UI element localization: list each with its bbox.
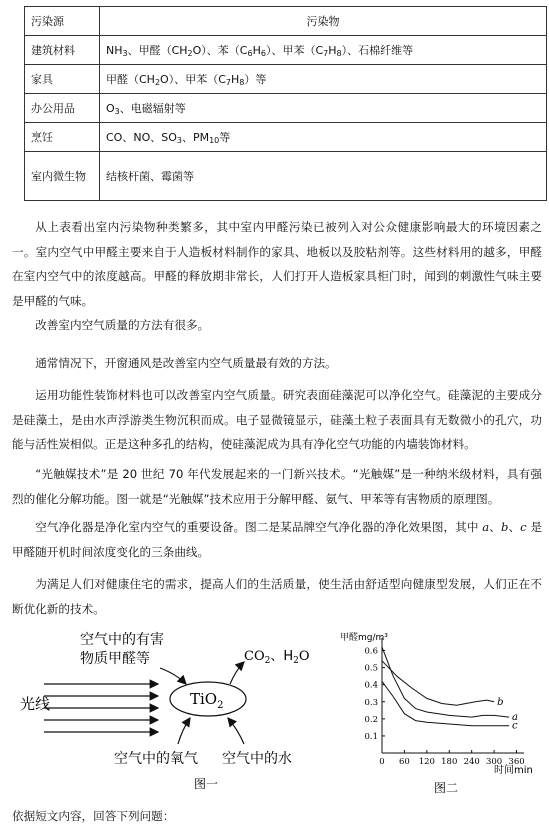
- arrow-harmful-in: [160, 668, 186, 684]
- series-label-c: c: [512, 720, 518, 732]
- y-tick-label: 0.1: [364, 731, 378, 742]
- arrow-water-in: [228, 718, 244, 744]
- table-row: [25, 152, 547, 201]
- y-tick-label: 0.6: [364, 646, 378, 657]
- table-cell-pollutant: $O_3$、电磁辐射等: [100, 94, 547, 123]
- paragraph-formaldehyde-intro: 从上表看出室内污染物种类繁多，其中室内甲醛污染已被列入对公众健康影响最大的环境因素之一。室内空气中甲醛主要来自于人造板材料制作的家具、地板以及胶粘剂等。这些材料用的越多，甲醛在室内空气中的浓度越高。甲醛的释放期非常长，人们打开人造板家具柜门时，闻到的刺激性气味主要是甲醛的气味。: [12, 220, 542, 308]
- x-tick-label: 180: [441, 757, 458, 767]
- table-cell-source: 家具: [25, 65, 100, 94]
- paragraph-air-purifier: 空气净化器是净化室内空气的重要设备。图二是某品牌空气净化器的净化效果图，其中 a、b、c 是甲醛随开机时间浓度变化的三条曲线。: [12, 520, 542, 559]
- series-line-b: [382, 661, 494, 705]
- table-cell-source: 办公用品: [25, 94, 100, 123]
- table-row: [25, 123, 547, 152]
- paragraph-methods: 改善室内空气质量的方法有很多。: [35, 318, 210, 332]
- label-harmful-line1: 空气中的有害: [80, 632, 164, 648]
- x-tick-label: 240: [463, 757, 480, 767]
- y-tick-label: 0.4: [364, 680, 378, 691]
- table-row: [25, 94, 547, 123]
- table-cell-source: 室内微生物: [25, 152, 100, 201]
- light-arrows: [44, 684, 158, 732]
- table-header-pollutant: 污染物: [100, 7, 547, 36]
- x-tick-label: 360: [508, 757, 525, 767]
- x-tick-label: 0: [379, 757, 385, 767]
- series-label-a: a: [512, 712, 519, 724]
- table-row: [25, 36, 547, 65]
- label-light: 光线: [20, 695, 51, 713]
- table-cell-pollutant: CO、NO、$SO_3$、$PM_{10}$等: [100, 123, 547, 152]
- figure-1-diagram: [8, 626, 338, 796]
- table-header-row: [25, 7, 547, 36]
- chart-ylabel: 甲醛mg/m³: [340, 633, 388, 643]
- x-tick-label: 60: [399, 757, 410, 767]
- figure-2-caption: 图二: [434, 781, 459, 795]
- chart-xlabel: 时间min: [494, 765, 533, 776]
- paragraph-diatom-mud: 运用功能性装饰材料也可以改善室内空气质量。研究表面硅藻泥可以净化空气。硅藻泥的主要成分是硅藻土，是由水声浮游类生物沉积而成。电子显微镜显示，硅藻土粒子表面具有无数微小的孔穴，功能与活性炭相似。正是这种多孔的结构，使硅藻泥成为具有净化空气功能的内墙装饰材料。: [12, 388, 542, 451]
- table-cell-pollutant: 甲醛$(CH_2O)$、甲苯$(C_7H_8)$等: [100, 65, 547, 94]
- figure-1-caption: 图一: [194, 777, 219, 791]
- y-tick-label: 0.2: [364, 714, 378, 725]
- paragraph-optimization: 为满足人们对健康住宅的需求，提高人们的生活质量，使生活由舒适型向健康型发展，人们正在不断优化新的技术。: [12, 577, 542, 616]
- paragraph-ventilation: 通常情况下，开窗通风是改善室内空气质量最有效的方法。: [35, 356, 337, 370]
- table-cell-source: 烹饪: [25, 123, 100, 152]
- table-cell-pollutant: $NH_3$、甲醛$(CH_2O)$、苯$(C_6H_6)$、甲苯$(C_7H_8)$、石棉纤维等: [100, 36, 547, 65]
- label-tio2: TiO$_2$: [190, 690, 224, 711]
- table-cell-source: 建筑材料: [25, 36, 100, 65]
- label-water: 空气中的水: [222, 751, 292, 767]
- arrow-oxygen-in: [178, 718, 190, 744]
- y-tick-label: 0.3: [364, 697, 378, 708]
- figure-2-chart: [336, 628, 536, 796]
- label-harmful-line2: 物质甲醛等: [80, 651, 150, 667]
- label-oxygen: 空气中的氧气: [114, 751, 198, 767]
- x-tick-label: 300: [485, 757, 503, 767]
- table-cell-pollutant: 结核杆菌、霉菌等: [100, 152, 547, 201]
- pollution-table: [24, 6, 547, 201]
- arrow-products-out: [230, 662, 244, 684]
- label-products: $CO_2$、$H_2O$: [244, 649, 310, 666]
- series-label-b: b: [497, 696, 504, 708]
- x-tick-label: 120: [418, 757, 435, 767]
- table-row: [25, 65, 547, 94]
- paragraph-questions: 依据短文内容，回答下列问题：: [12, 809, 175, 823]
- y-tick-label: 0.5: [364, 663, 378, 674]
- table-header-source: 污染源: [25, 7, 100, 36]
- paragraph-photocatalyst: “光触媒技术”是 20 世纪 70 年代发展起来的一门新兴技术。“光触媒”是一种纳米级材料，具有强烈的催化分解功能。图一就是“光触媒”技术应用于分解甲醛、氨气、甲苯等有害物质的原理图。: [12, 467, 542, 506]
- series-line-a: [382, 647, 509, 717]
